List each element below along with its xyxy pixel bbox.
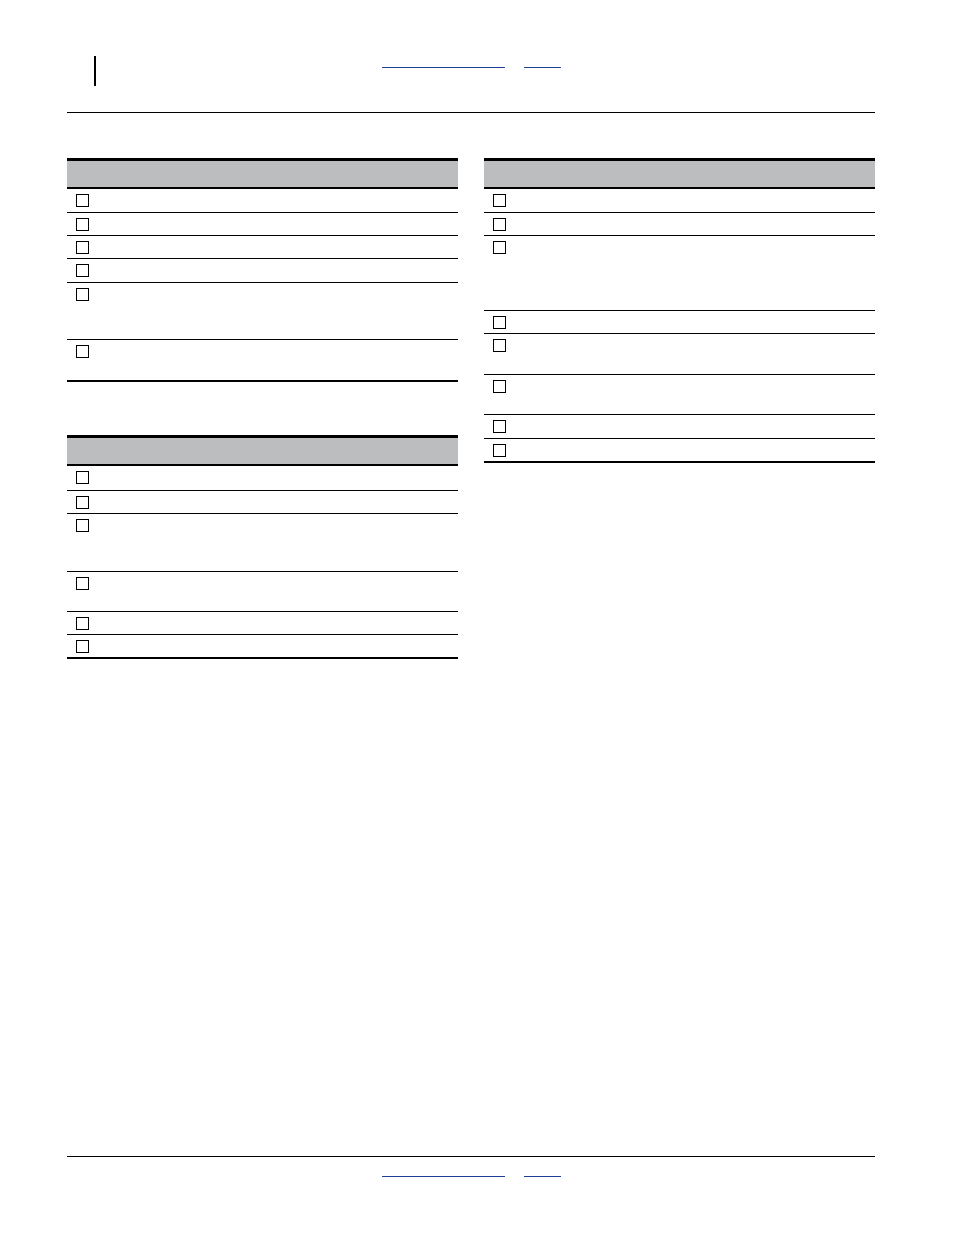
checklist-row: [484, 415, 875, 439]
checklist-row: [67, 635, 458, 659]
checkbox[interactable]: [493, 444, 506, 457]
checkbox[interactable]: [493, 194, 506, 207]
header-link-underline-short[interactable]: [524, 67, 561, 68]
checklist-row: [67, 612, 458, 635]
header-rule: [67, 112, 875, 113]
checkbox[interactable]: [76, 345, 89, 358]
checklist-header: [67, 158, 458, 189]
checklist-row: [67, 259, 458, 283]
checkbox[interactable]: [76, 288, 89, 301]
checklist-left-bottom: [67, 435, 458, 659]
checkbox[interactable]: [493, 218, 506, 231]
checklist-right: [484, 158, 875, 463]
checklist-header: [67, 435, 458, 466]
header-vertical-bar: [94, 56, 96, 86]
checklist-left-top: [67, 158, 458, 382]
checklist-row: [484, 311, 875, 334]
checkbox[interactable]: [76, 471, 89, 484]
checklist-row: [67, 572, 458, 612]
checkbox[interactable]: [76, 218, 89, 231]
footer-rule: [67, 1156, 875, 1157]
checklist-header: [484, 158, 875, 189]
checkbox[interactable]: [493, 380, 506, 393]
checklist-row: [67, 283, 458, 340]
checkbox[interactable]: [76, 496, 89, 509]
header-link-underline-long[interactable]: [382, 67, 505, 68]
checklist-row: [67, 514, 458, 572]
footer-link-underline-short[interactable]: [524, 1176, 561, 1177]
checkbox[interactable]: [493, 316, 506, 329]
checklist-row: [67, 466, 458, 491]
checklist-row: [67, 213, 458, 236]
checkbox[interactable]: [76, 577, 89, 590]
checkbox[interactable]: [493, 420, 506, 433]
footer-link-underline-long[interactable]: [382, 1176, 505, 1177]
checklist-row: [67, 236, 458, 259]
checklist-row: [484, 439, 875, 463]
checklist-row: [67, 340, 458, 382]
checkbox[interactable]: [493, 339, 506, 352]
checklist-row: [484, 213, 875, 236]
checklist-row: [67, 491, 458, 514]
checkbox[interactable]: [76, 640, 89, 653]
checkbox[interactable]: [76, 194, 89, 207]
checklist-row: [484, 334, 875, 375]
checklist-row: [484, 236, 875, 311]
checkbox[interactable]: [76, 241, 89, 254]
checklist-row: [484, 189, 875, 213]
checkbox[interactable]: [493, 241, 506, 254]
checkbox[interactable]: [76, 264, 89, 277]
checkbox[interactable]: [76, 617, 89, 630]
checkbox[interactable]: [76, 519, 89, 532]
checklist-row: [67, 189, 458, 213]
checklist-row: [484, 375, 875, 415]
